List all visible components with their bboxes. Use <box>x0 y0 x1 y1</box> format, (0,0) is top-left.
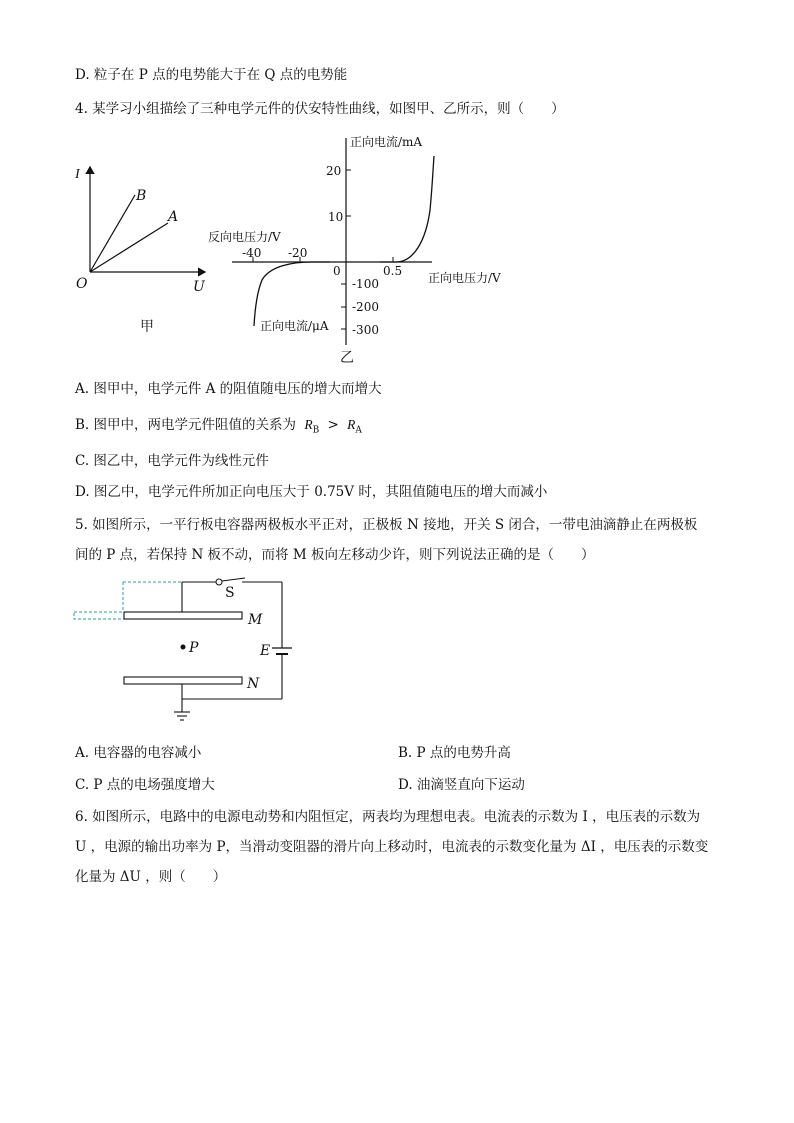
yi-ytick-label-m100: -100 <box>352 277 379 291</box>
jia-origin-label: O <box>76 276 88 292</box>
q5-option-a: A. 电容器的电容减小 <box>75 745 202 761</box>
jia-line-b-label: B <box>136 188 147 204</box>
q3-option-d: D. 粒子在 P 点的电势能大于在 Q 点的电势能 <box>75 67 348 83</box>
yi-ytick-label-10: 10 <box>328 210 344 224</box>
cap-plate-n <box>124 677 242 684</box>
yi-reverse-current-label: 正向电流/μA <box>260 319 329 333</box>
figure-capacitor <box>70 572 310 724</box>
q6-stem-line2: U ，电源的输出功率为 P，当滑动变阻器的滑片向上移动时，电流表的示数变化量为 ΔI ，电压表的示数变 <box>75 839 709 855</box>
q6-stem-line1: 6. 如图所示，电路中的电源电动势和内阻恒定，两表均为理想电表。电流表的示数为 I ，电压表的示数为 <box>75 809 701 825</box>
cap-plate-m <box>124 612 242 619</box>
q4-option-b-rb: R <box>304 417 313 432</box>
yi-reverse-voltage-label: 反向电压力/V <box>208 230 281 244</box>
cap-label-m: M <box>248 612 263 628</box>
cap-point-p <box>181 645 186 650</box>
cap-switch-pivot <box>216 579 222 585</box>
yi-forward-curve <box>380 156 434 262</box>
figure-jia <box>60 155 220 340</box>
yi-xtick-label-m40: -40 <box>242 246 262 260</box>
yi-xtick-label-05: 0.5 <box>383 264 403 278</box>
cap-label-s: S <box>225 585 235 601</box>
figure-yi <box>200 130 530 370</box>
cap-label-e: E <box>260 643 271 659</box>
cap-dashed-plate <box>74 612 124 619</box>
yi-forward-current-label: 正向电流/mA <box>350 135 423 149</box>
yi-xtick-label-m20: -20 <box>288 246 308 260</box>
yi-reverse-curve <box>254 262 330 326</box>
q4-option-b-text: B. 图甲中，两电学元件阻值的关系为 <box>75 417 297 433</box>
q4-option-b-rb-sub: B <box>312 425 320 436</box>
jia-axis-y-label: I <box>75 167 80 182</box>
q5-option-d: D. 油滴竖直向下运动 <box>398 777 525 793</box>
q5-option-c: C. P 点的电场强度增大 <box>75 777 215 793</box>
q5-stem-line2: 间的 P 点，若保持 N 板不动，而将 M 板向左移动少许，则下列说法正确的是（ ） <box>75 547 595 563</box>
q4-option-d: D. 图乙中，电学元件所加正向电压大于 0.75V 时，其阻值随电压的增大而减小 <box>75 484 548 500</box>
q6-stem-line3: 化量为 ΔU ，则（ ） <box>75 869 227 885</box>
q5-stem-line1: 5. 如图所示，一平行板电容器两极板水平正对，正极板 N 接地，开关 S 闭合，一带电油滴静止在两极板 <box>75 517 698 533</box>
yi-ytick-label-m300: -300 <box>352 323 379 337</box>
jia-line-b <box>90 195 135 272</box>
q4-option-b <box>75 416 362 440</box>
jia-axis-x-label: U <box>193 279 205 295</box>
q5-option-b: B. P 点的电势升高 <box>398 745 511 761</box>
q4-option-b-gt: > <box>327 417 339 433</box>
jia-line-a-label: A <box>168 209 179 225</box>
jia-line-a <box>90 223 168 272</box>
q4-option-b-ra: R <box>347 417 356 432</box>
yi-xtick-label-0: 0 <box>333 264 341 278</box>
yi-caption: 乙 <box>340 350 354 366</box>
jia-caption: 甲 <box>140 319 154 335</box>
q4-option-c: C. 图乙中，电学元件为线性元件 <box>75 453 269 469</box>
yi-ytick-label-20: 20 <box>326 164 342 178</box>
cap-switch-blade <box>222 578 245 581</box>
q4-option-a: A. 图甲中，电学元件 A 的阻值随电压的增大而增大 <box>75 381 382 397</box>
q4-stem: 4. 某学习小组描绘了三种电学元件的伏安特性曲线，如图甲、乙所示，则（ ） <box>75 101 565 117</box>
q4-option-b-ra-sub: A <box>355 425 362 436</box>
cap-label-n: N <box>247 676 260 692</box>
cap-label-p: P <box>189 640 199 656</box>
yi-forward-voltage-label: 正向电压力/V <box>428 271 501 285</box>
yi-ytick-label-m200: -200 <box>352 300 379 314</box>
